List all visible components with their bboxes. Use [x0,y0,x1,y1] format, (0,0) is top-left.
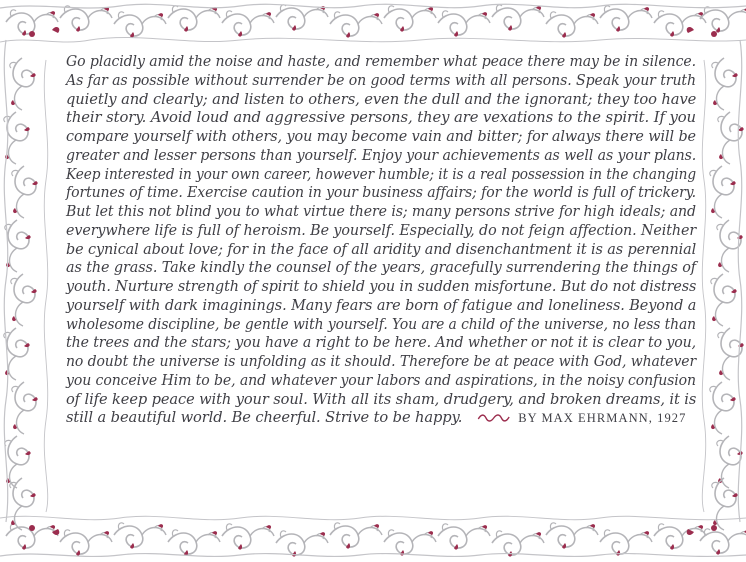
poem-line-2: As far as possible without surrender be on good terms with all persons. Speak your truth [66,70,696,89]
poem-line-10: everywhere life is full of heroism. Be yourself. Especially, do not feign affection. Neither [66,220,697,239]
poem-line-13: youth. Nurture strength of spirit to shield you in sudden misfortune. But do not distress [66,277,697,295]
poem-line-15: wholesome discipline, be gentle with yourself. You are a child of the universe, no less than [66,314,697,333]
poem-last-line [66,408,696,427]
poem-line-8: fortunes of time. Exercise caution in your business affairs; for the world is full of trickery. [66,183,697,202]
poem-line-14: yourself with dark imaginings. Many fears are born of fatigue and loneliness. Beyond a [66,295,697,314]
poem-line-1: Go placidly amid the noise and haste, and remember what peace there may be in silence. [66,52,696,70]
poem-line-6: greater and lesser persons than yourself. Enjoy your achievements as well as your plans. [66,145,697,164]
poem-line-9: But let this not blind you to what virtue there is; many persons strive for high ideals; and [66,202,696,220]
poem-line-11: be cynical about love; for in the face of all aridity and disenchantment it is as perennial [66,239,697,258]
poem-text [66,52,696,427]
wave-ornament-icon [478,413,511,423]
poem-line-18: you conceive Him to be, and whatever your labors and aspirations, in the noisy confusion [66,370,696,389]
author-signature: BY MAX EHRMANN, 1927 [518,410,687,426]
poem-line-4: their story. Avoid loud and aggressive persons, they are vexations to the spirit. If you [66,108,696,127]
poem-line-12: as the grass. Take kindly the counsel of the years, gracefully surrendering the things of [66,258,696,277]
poem-line-3: quietly and clearly; and listen to others, even the dull and the ignorant; they too have [66,89,697,108]
poem-line-19: of life keep peace with your soul. With all its sham, drudgery, and broken dreams, it is [66,389,697,408]
poem-line-16: the trees and the stars; you have a right to be here. And whether or not it is clear to you, [66,333,697,352]
poem-line-20: still a beautiful world. Be cheerful. Strive to be happy. [66,408,463,427]
poem-line-17: no doubt the universe is unfolding as it should. Therefore be at peace with God, whatever [66,352,697,370]
poem-line-7: Keep interested in your own career, however humble; it is a real possession in the changing [66,164,696,183]
poem-line-5: compare yourself with others, you may become vain and bitter; for always there will be [66,127,696,145]
